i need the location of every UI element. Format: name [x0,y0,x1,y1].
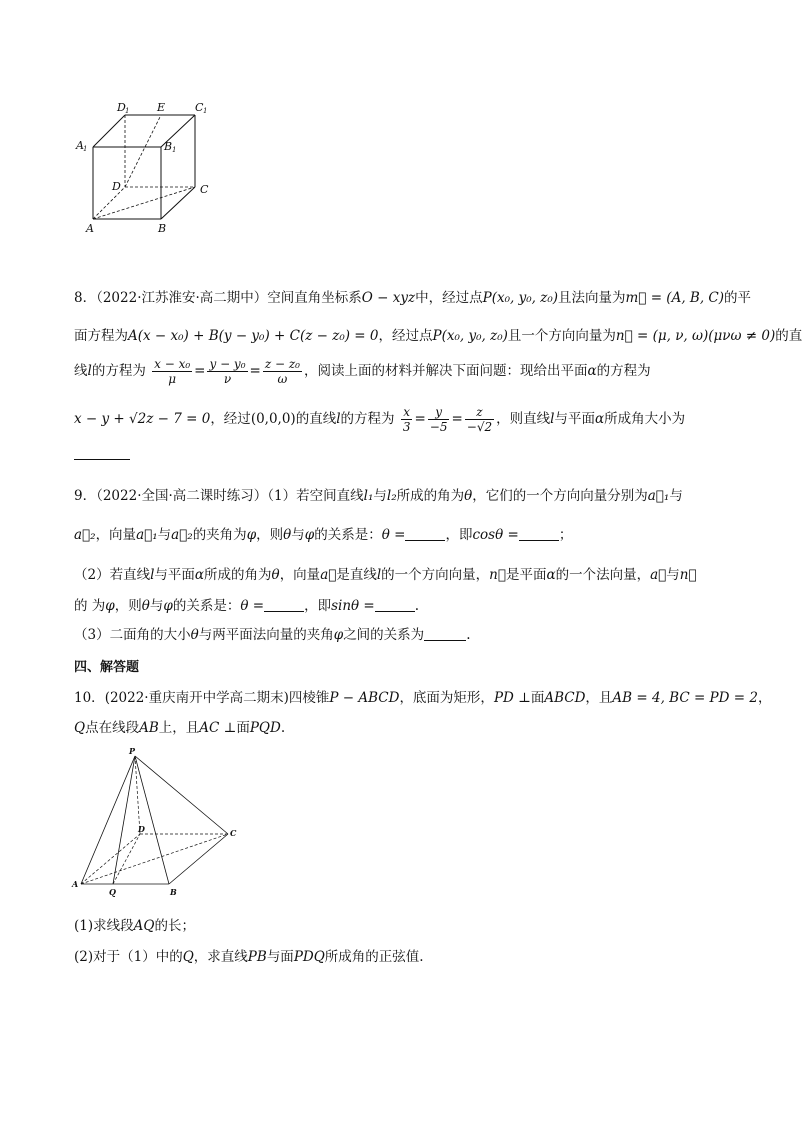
q8-text: ，经过点 [378,328,433,344]
label-d1: D [117,101,126,114]
label-d: D [138,824,145,834]
q10-text: 与面 [266,949,294,965]
q9-text: 是平面 [505,567,547,583]
q9-text: . [466,627,471,643]
line-l: l [550,411,555,427]
q10-sub-2 [74,945,424,965]
label-d: D [112,180,121,193]
q9-text: ，向量 [279,567,321,583]
q9-text: 是直线 [336,567,377,583]
q8-number: 8． [74,290,97,306]
q9-text: ，即 [304,598,332,614]
q8-text: 的平 [724,290,751,306]
q10-text: 所成角的正弦值. [324,949,424,965]
cube-figure [70,98,220,238]
vector-a: a⃗ [320,567,337,583]
sub-1: 1 [203,107,208,115]
sub-1: 1 [172,146,177,154]
q10-text: 点在线段 [85,720,140,736]
q10-lengths: AB = 4, BC = PD = 2 [612,690,758,706]
q8-point: P(x₀, y₀, z₀) [432,328,508,344]
q8-text: 的直线 [295,411,337,427]
phi: φ [105,598,115,614]
q8-text: 的直 [775,328,802,344]
q10-math: AQ [133,918,155,934]
q9-line-5 [74,623,470,643]
line-l: l [87,363,92,379]
label-q: Q [109,887,116,897]
denominator: ω [277,372,288,386]
phi: φ [304,527,315,543]
q9-text: 的一个方向向量， [381,567,490,583]
q10-text: ， [757,690,772,706]
q8-text: ，则直线 [496,411,551,427]
q9-text: 所成的角为 [204,567,272,583]
denominator: ν [223,372,232,386]
pyramid-figure [66,746,246,901]
theta: θ [464,488,473,504]
q8-coord: O − xyz [361,290,416,306]
label-b: B [158,222,167,235]
sin-theta: sinθ = [331,598,375,614]
q9-text: 所成的角为 [396,488,465,504]
q9-text: 的 [74,598,88,614]
q10-math: ABCD [544,690,586,706]
q8-text: 且法向量为 [558,290,626,306]
vector-a: a⃗ [650,567,667,583]
q10-text: 面 [530,690,545,706]
label-a: A [72,879,79,889]
q10-line-1 [74,686,771,706]
fraction [401,405,413,434]
theta: θ [141,598,150,614]
q10-source: (2022·重庆南开中学高二期末) [104,690,289,706]
line-l: l [336,411,341,427]
numerator: z − z₀ [264,357,300,371]
numerator: x [401,405,413,420]
q9-text: 之间的关系为 [343,627,425,643]
q10-math: PDQ [293,949,325,965]
q8-point: P(x₀, y₀, z₀) [482,290,558,306]
fraction [152,357,192,386]
vector-a2: a⃗₂ [171,527,193,543]
label-c1: C [195,101,204,114]
q8-text: ，经过 [210,411,251,427]
q10-text: (2)对于（1）中的 [74,949,183,965]
q8-text: 空间直角坐标系 [267,290,362,306]
q10-text: 面 [236,720,250,736]
alpha: α [546,567,556,583]
q8-normal-vector: m⃗ = (A, B, C) [625,290,724,306]
q9-number: 9． [74,488,97,504]
numerator: y − y₀ [209,357,246,371]
q9-text: 的夹角为 [192,527,247,543]
phi: φ [246,527,257,543]
q9-line-2 [74,523,572,543]
q9-text: ，即 [445,527,473,543]
q9-text: 的关系是： [172,598,241,614]
denominator: −√2 [466,420,493,434]
answer-blank[interactable] [375,598,415,612]
theta-equals: θ = [240,598,265,614]
q9-line-1 [74,484,683,504]
fraction [263,357,302,386]
q8-text: ，阅读上面的材料并解决下面问题：现给出平面 [303,363,588,379]
q10-text: ，底面为矩形， [399,690,494,706]
q9-text: 与 [373,488,387,504]
point-q: Q [182,949,194,965]
q8-line-2 [74,324,802,344]
answer-blank[interactable] [519,527,559,541]
answer-blank[interactable] [74,446,130,460]
equals: = [249,363,261,379]
q8-text: 的方程为 [91,363,146,379]
label-b1: B [164,140,173,153]
q8-text: 的方程为 [340,411,395,427]
q8-direction-vector: n⃗ = (μ, ν, ω)(μνω ≠ 0) [615,328,776,344]
q9-text: ，向量 [95,527,137,543]
q9-text: （3）二面角的大小 [74,627,191,643]
equals: = [194,363,206,379]
q8-source: （2022·江苏淮安·高二期中） [96,290,268,306]
q9-text: 的一个法向量， [555,567,651,583]
q9-line-4 [74,594,419,614]
q9-text: 与 [669,488,683,504]
q9-source: （2022·全国·高二课时练习） [96,488,268,504]
q10-sub-1 [74,914,195,934]
fraction [207,357,247,386]
numerator: y [428,405,450,420]
equals: = [414,411,426,427]
q9-text: 与 [291,527,305,543]
theta: θ [283,527,292,543]
line-l1: l₁ [363,488,374,504]
q9-text: 与平面 [154,567,195,583]
equals: = [451,411,463,427]
q8-text: 的方程为 [596,363,651,379]
q10-text: 四棱锥 [288,690,330,706]
q8-text: 中，经过点 [415,290,483,306]
q9-text: 与两平面法向量的夹角 [198,627,334,643]
q10-math: AB [139,720,159,736]
q8-plane-equation: A(x − x₀) + B(y − y₀) + C(z − z₀) = 0 [128,328,379,344]
label-b: B [170,887,177,897]
q9-text: 与 [149,598,164,614]
q8-answer-blank[interactable] [74,446,130,462]
label-a1: A [76,139,84,152]
q10-text: ，且 [585,690,613,706]
line-l: l [150,567,155,583]
q8-line-4 [74,405,685,434]
section-title: 四、解答题 [74,660,140,675]
q8-line-3 [74,357,651,386]
alpha: α [587,363,597,379]
vector-a1: a⃗₁ [136,527,158,543]
numerator: z [465,405,494,420]
sub-1: 1 [125,107,130,115]
fraction [465,405,494,434]
sub-1: 1 [83,145,88,153]
q8-text: 线 [74,363,88,379]
q8-line-1 [74,286,751,306]
vector-a1: a⃗₁ [647,488,670,504]
q9-text: ，它们的一个方向向量分别为 [472,488,648,504]
q8-text: 且一个方向向量为 [507,328,616,344]
pyramid-name: P − ABCD [329,690,400,706]
q8-origin: (0,0,0) [250,411,296,427]
q10-math: PQD [249,720,281,736]
q9-text: 与 [157,527,172,543]
phi: φ [333,627,344,643]
answer-blank[interactable] [264,598,304,612]
q8-text: 所成角大小为 [604,411,686,427]
label-p: P [129,746,136,756]
q9-text: （2）若直线 [74,567,151,583]
q9-text: ，则 [256,527,284,543]
alpha: α [194,567,205,583]
denominator: −5 [429,420,448,434]
q8-text: 与平面 [554,411,595,427]
vector-n: n⃗ [679,567,697,583]
q10-text: . [280,720,286,736]
q9-line-3 [74,563,697,583]
vector-a2: a⃗₂ [74,527,96,543]
q9-text: . [414,598,420,614]
denominator: μ [168,372,177,386]
q10-math: AC ⊥ [199,720,237,736]
answer-blank[interactable] [405,527,445,541]
cos-theta: cosθ = [472,527,519,543]
q9-text: ； [558,527,573,543]
q9-text: 为 [91,598,106,614]
q10-text: ，求直线 [193,949,248,965]
q10-line-2 [74,716,285,736]
q10-math: PD ⊥ [493,690,531,706]
q8-text: 面方程为 [74,328,128,344]
q9-text: （1）若空间直线 [267,488,364,504]
theta-equals: θ = [381,527,406,543]
q10-text: (1)求线段 [74,918,134,934]
q10-text: 的长； [154,918,195,934]
numerator: x − x₀ [154,357,191,371]
q9-text: ，则 [114,598,142,614]
answer-blank[interactable] [424,627,466,641]
label-a: A [86,222,94,235]
vector-n: n⃗ [489,567,506,583]
alpha: α [594,411,605,427]
label-c: C [230,828,237,838]
q9-text: 的关系是： [314,527,382,543]
q9-text: 与 [666,567,680,583]
point-q: Q [74,720,86,736]
line-l2: l₂ [386,488,397,504]
q10-math: PB [247,949,267,965]
q8-plane-alpha-equation: x − y + √2z − 7 = 0 [74,411,211,427]
theta: θ [271,567,280,583]
label-c: C [200,183,209,196]
phi: φ [163,598,173,614]
q10-text: 上，且 [158,720,200,736]
fraction [428,405,450,434]
line-l: l [376,567,382,583]
label-e: E [157,101,166,114]
theta: θ [190,627,199,643]
q10-number: 10． [74,690,105,706]
denominator: 3 [402,420,411,434]
